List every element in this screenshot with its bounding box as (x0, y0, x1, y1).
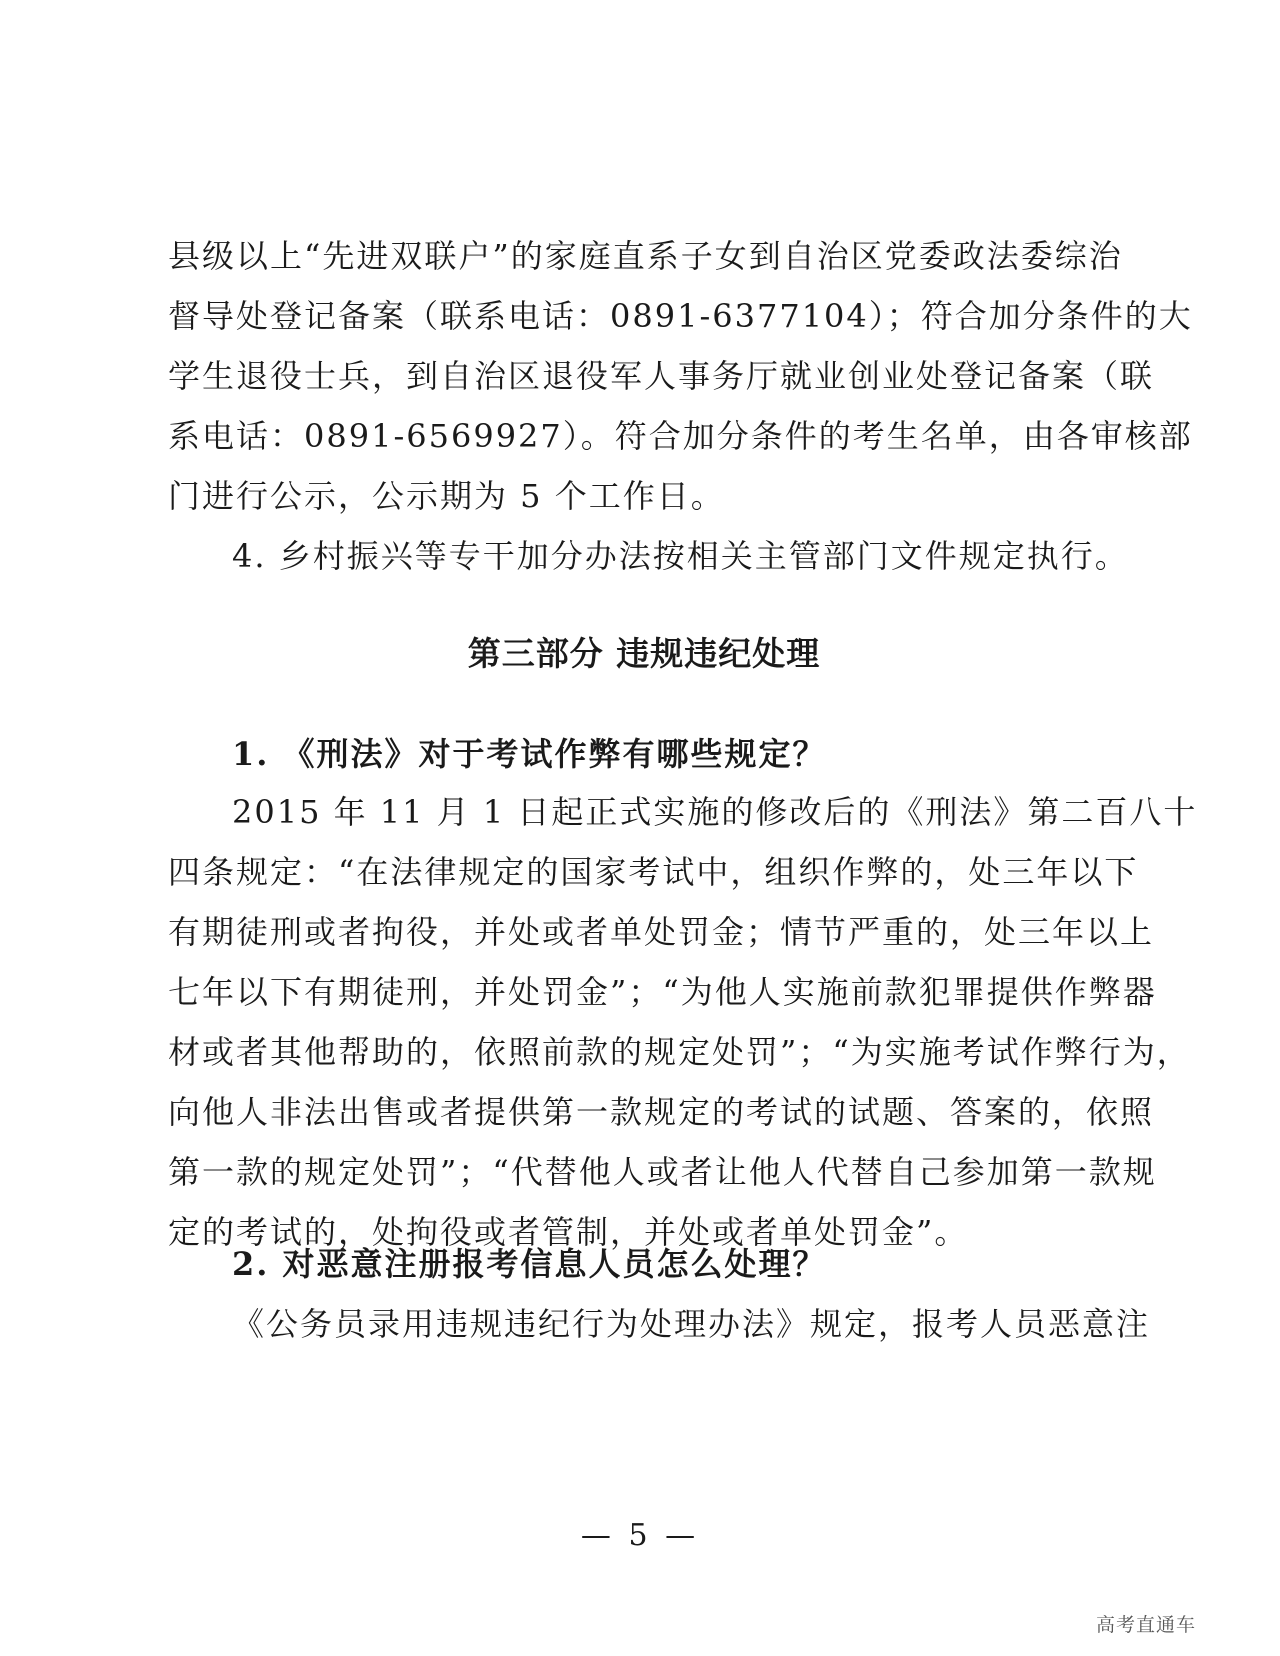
text-line: 定的考试的，处拘役或者管制，并处或者单处罚金”。 (168, 1213, 969, 1251)
question-2-answer (168, 1294, 1151, 1354)
text-line: 系电话：0891-6569927）。符合加分条件的考生名单，由各审核部 (168, 417, 1193, 455)
text-line: 向他人非法出售或者提供第一款规定的考试的试题、答案的，依照 (168, 1093, 1155, 1131)
text-line: 学生退役士兵，到自治区退役军人事务厅就业创业处登记备案（联 (168, 357, 1155, 395)
question-title: 1. 《刑法》对于考试作弊有哪些规定？ (232, 735, 827, 773)
text-line: 《公务员录用违规违纪行为处理办法》规定，报考人员恶意注 (232, 1305, 1151, 1343)
paragraph-item-4 (168, 526, 1129, 586)
paragraph-continued (168, 226, 1193, 526)
text-line: 有期徒刑或者拘役，并处或者单处罚金；情节严重的，处三年以上 (168, 913, 1155, 951)
text-line: 县级以上“先进双联户”的家庭直系子女到自治区党委政法委综治 (168, 237, 1123, 275)
question-title: 2. 对恶意注册报考信息人员怎么处理？ (232, 1245, 827, 1283)
question-1-heading (168, 724, 1120, 784)
text-line: 督导处登记备案（联系电话：0891-6377104）；符合加分条件的大 (168, 297, 1193, 335)
text-line: 材或者其他帮助的，依照前款的规定处罚”；“为实施考试作弊行为， (168, 1033, 1191, 1071)
watermark: 高考直通车 (1095, 1614, 1196, 1636)
text-line: 四条规定：“在法律规定的国家考试中，组织作弊的，处三年以下 (168, 853, 1139, 891)
text-line: 4. 乡村振兴等专干加分办法按相关主管部门文件规定执行。 (232, 537, 1129, 575)
text-line: 2015 年 11 月 1 日起正式实施的修改后的《刑法》第二百八十 (232, 793, 1198, 831)
text-line: 第一款的规定处罚”；“代替他人或者让他人代替自己参加第一款规 (168, 1153, 1157, 1191)
question-2-heading (168, 1234, 1120, 1294)
section-title: 第三部分 违规违纪处理 (467, 634, 821, 673)
question-1-answer (168, 782, 1198, 1262)
text-line: 门进行公示，公示期为 5 个工作日。 (168, 477, 725, 515)
text-line: 七年以下有期徒刑，并处罚金”；“为他人实施前款犯罪提供作弊器 (168, 973, 1157, 1011)
page-number: — 5 — (580, 1518, 700, 1553)
